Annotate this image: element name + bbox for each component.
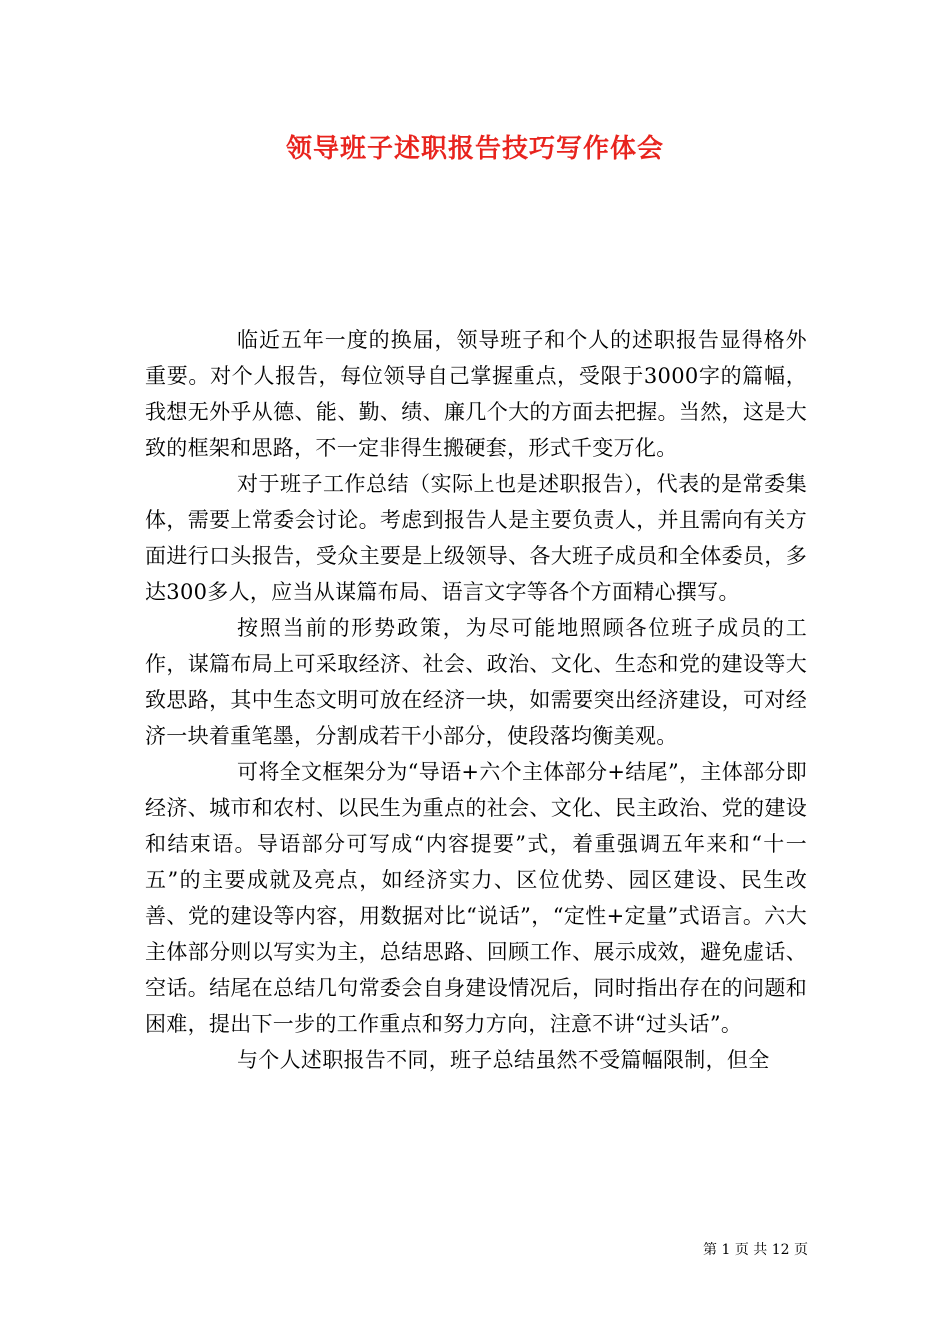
paragraph: 临近五年一度的换届，领导班子和个人的述职报告显得格外重要。对个人报告，每位领导自己掌握重点，受限于3000字的篇幅，我想无外乎从德、能、勤、绩、廉几个大的方面去把握。当然，这是大致的框架和思路，不一定非得生搬硬套，形式千变万化。 — [145, 328, 807, 460]
document-body — [145, 322, 807, 1078]
paragraph: 按照当前的形势政策，为尽可能地照顾各位班子成员的工作，谋篇布局上可采取经济、社会、政治、文化、生态和党的建设等大致思路，其中生态文明可放在经济一块，如需要突出经济建设，可对经济一块着重笔墨，分割成若干小部分，使段落均衡美观。 — [145, 616, 807, 748]
paragraph: 可将全文框架分为“导语+六个主体部分+结尾”，主体部分即经济、城市和农村、以民生为重点的社会、文化、民主政治、党的建设和结束语。导语部分可写成“内容提要”式，着重强调五年来和“十一五”的主要成就及亮点，如经济实力、区位优势、园区建设、民生改善、党的建设等内容，用数据对比“说话”，“定性+定量”式语言。六大主体部分则以写实为主，总结思路、回顾工作、展示成效，避免虚话、空话。结尾在总结几句常委会自身建设情况后，同时指出存在的问题和困难，提出下一步的工作重点和努力方向，注意不讲“过头话”。 — [145, 760, 807, 1036]
paragraph: 对于班子工作总结（实际上也是述职报告），代表的是常委集体，需要上常委会讨论。考虑到报告人是主要负责人，并且需向有关方面进行口头报告，受众主要是上级领导、各大班子成员和全体委员，多达300多人，应当从谋篇布局、语言文字等各个方面精心撰写。 — [145, 472, 807, 604]
page-number: 第 1 页 共 12 页 — [703, 1242, 808, 1258]
page-title: 领导班子述职报告技巧写作体会 — [285, 134, 664, 164]
paragraph: 与个人述职报告不同，班子总结虽然不受篇幅限制，但全 — [237, 1048, 770, 1072]
